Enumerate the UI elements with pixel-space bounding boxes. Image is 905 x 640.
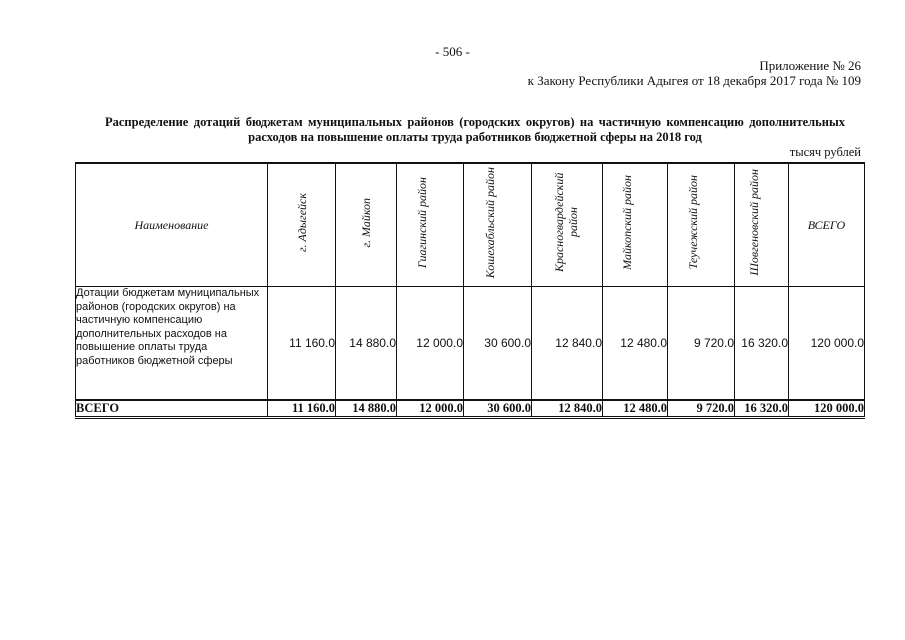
row-label: Дотации бюджетам муниципальных районов (городских округов) на частичную компенсацию дополнительных расходов на повышение оплаты труда работников бюджетной сферы	[76, 287, 268, 401]
header-column	[464, 163, 532, 287]
header-column-label: Теучежский район	[686, 175, 700, 270]
row-value: 9 720.0	[668, 287, 735, 401]
budget-table	[75, 162, 865, 419]
row-value: 14 880.0	[336, 287, 397, 401]
header-column-label: Майкопский район	[620, 175, 634, 270]
header-column-label: г. Адыгейск	[294, 193, 309, 252]
row-value: 12 000.0	[397, 287, 464, 401]
appendix-number: Приложение № 26	[759, 58, 861, 73]
header-column-label: Гиагинский район	[415, 176, 429, 269]
total-row-value: 9 720.0	[668, 400, 735, 418]
row-total: 120 000.0	[789, 287, 865, 401]
total-row-value: 12 480.0	[603, 400, 668, 418]
header-column-label: Шовгеновский район	[746, 169, 761, 276]
row-value: 11 160.0	[268, 287, 336, 401]
header-column-label: Красногвардейский район	[552, 172, 580, 273]
total-row-value: 16 320.0	[735, 400, 789, 418]
appendix-header	[528, 58, 861, 88]
total-row-label: ВСЕГО	[76, 400, 268, 418]
total-row-value: 11 160.0	[268, 400, 336, 418]
total-row-value: 12 000.0	[397, 400, 464, 418]
total-row	[76, 400, 865, 418]
header-column-label: Кошехабльский район	[482, 166, 497, 279]
page-number: - 506 -	[435, 44, 470, 59]
header-column	[397, 163, 464, 287]
header-column	[668, 163, 735, 287]
header-column	[603, 163, 668, 287]
units-label: тысяч рублей	[789, 145, 861, 159]
header-column	[268, 163, 336, 287]
header-column	[336, 163, 397, 287]
total-row-value: 14 880.0	[336, 400, 397, 418]
header-column	[735, 163, 789, 287]
table-header-row	[76, 163, 865, 287]
row-value: 12 840.0	[532, 287, 603, 401]
total-row-value: 12 840.0	[532, 400, 603, 418]
header-column-label: г. Майкоп	[359, 197, 373, 248]
appendix-law-reference: к Закону Республики Адыгея от 18 декабря 2017 года № 109	[527, 73, 861, 88]
header-column	[532, 163, 603, 287]
row-value: 30 600.0	[464, 287, 532, 401]
table-row	[76, 287, 865, 401]
total-row-value: 30 600.0	[464, 400, 532, 418]
header-name: Наименование	[76, 163, 268, 287]
total-row-grand-total: 120 000.0	[789, 400, 865, 418]
row-value: 16 320.0	[735, 287, 789, 401]
document-title: Распределение дотаций бюджетам муниципальных районов (городских округов) на частичную компенсацию дополнительных расходов на повышение оплаты труда работников бюджетной сферы на 2018 год	[105, 115, 845, 144]
row-value: 12 480.0	[603, 287, 668, 401]
header-total: ВСЕГО	[789, 163, 865, 287]
